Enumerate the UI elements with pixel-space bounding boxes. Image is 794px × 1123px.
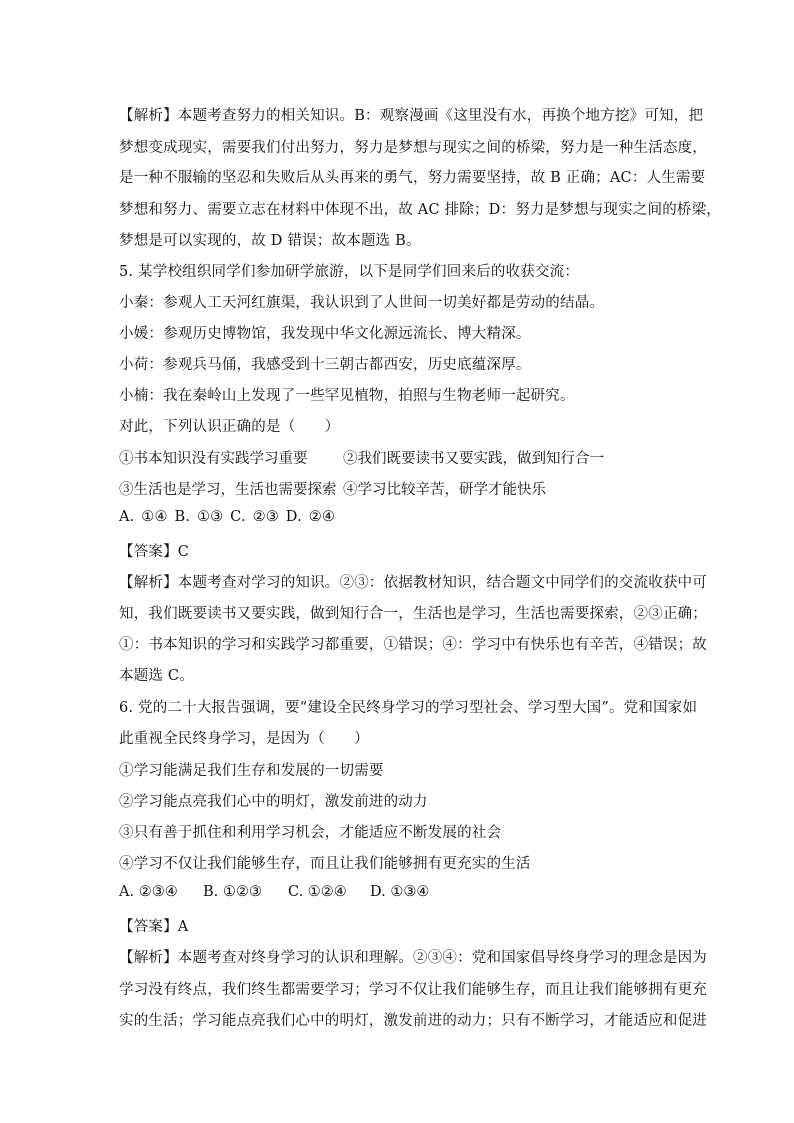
statement-item: ①学习能满足我们生存和发展的一切需要 bbox=[119, 763, 384, 779]
question-5-prompt: 对此，下列认识正确的是（ ） bbox=[119, 419, 340, 435]
choice-c: C. ①②④ bbox=[288, 884, 347, 900]
analysis-line: ①：书本知识的学习和实践学习都重要，①错误；④：学习中有快乐也有辛苦，④错误；故 bbox=[119, 637, 707, 653]
choice-a: A. ②③④ bbox=[119, 884, 178, 900]
question-6-answer: 【答案】A bbox=[119, 919, 189, 935]
statement-item: ②学习能点亮我们心中的明灯，激发前进的动力 bbox=[119, 794, 428, 810]
analysis-line: 本题选 C。 bbox=[119, 668, 194, 684]
analysis-line: 梦想变成现实，需要我们付出努力，努力是梦想与现实之间的桥梁，努力是一种生活态度， bbox=[119, 140, 707, 156]
statement-item: ③只有善于抓住和利用学习机会，才能适应不断发展的社会 bbox=[119, 825, 502, 841]
analysis-line: 【解析】本题考查对学习的知识。②③：依据教材知识，结合题文中同学们的交流收获中可 bbox=[119, 575, 707, 591]
dialog-line: 小秦：参观人工天河红旗渠，我认识到了人世间一切美好都是劳动的结晶。 bbox=[119, 295, 605, 311]
analysis-line: 梦想和努力、需要立志在材料中体现不出，故 AC 排除；D：努力是梦想与现实之间的桥梁， bbox=[119, 202, 722, 218]
analysis-line: 【解析】本题考查努力的相关知识。B：观察漫画《这里没有水，再换个地方挖》可知，把 bbox=[119, 108, 704, 124]
question-6-stem: 6. 党的二十大报告强调，要“建设全民终身学习的学习型社会、学习型大国”。党和国家如 bbox=[119, 700, 698, 716]
statement-item: ④学习比较辛苦，研学才能快乐 bbox=[343, 482, 546, 498]
question-5-stem: 5. 某学校组织同学们参加研学旅游，以下是同学们回来后的收获交流： bbox=[119, 264, 580, 280]
statement-item: ②我们既要读书又要实践，做到知行合一 bbox=[343, 451, 604, 467]
choice-b: B. ①②③ bbox=[203, 884, 262, 900]
statement-item: ①书本知识没有实践学习重要 bbox=[119, 451, 308, 467]
question-5-choices: A. ①④ B. ①③ C. ②③ D. ②④ bbox=[119, 509, 336, 525]
statement-item: ③生活也是学习，生活也需要探索 bbox=[119, 482, 337, 498]
question-6-stem: 此重视全民终身学习，是因为（ ） bbox=[119, 731, 369, 747]
analysis-line: 【解析】本题考查对终身学习的认识和理解。②③④：党和国家倡导终身学习的理念是因为 bbox=[119, 950, 707, 966]
statement-item: ④学习不仅让我们能够生存，而且让我们能够拥有更充实的生活 bbox=[119, 856, 531, 872]
analysis-line: 学习没有终点，我们终生都需要学习；学习不仅让我们能够生存，而且让我们能够拥有更充 bbox=[119, 982, 707, 998]
dialog-line: 小荷：参观兵马俑，我感受到十三朝古都西安，历史底蕴深厚。 bbox=[119, 357, 531, 373]
dialog-line: 小媛：参观历史博物馆，我发现中华文化源远流长、博大精深。 bbox=[119, 326, 531, 342]
dialog-line: 小楠：我在秦岭山上发现了一些罕见植物，拍照与生物老师一起研究。 bbox=[119, 388, 575, 404]
analysis-line: 梦想是可以实现的，故 D 错误；故本题选 B。 bbox=[119, 233, 421, 249]
question-5-answer: 【答案】C bbox=[119, 544, 190, 560]
analysis-line: 知，我们既要读书又要实践，做到知行合一，生活也是学习，生活也需要探索，②③正确； bbox=[119, 606, 707, 622]
choice-d: D. ①③④ bbox=[370, 884, 430, 900]
analysis-line: 实的生活；学习能点亮我们心中的明灯，激发前进的动力；只有不断学习，才能适应和促进 bbox=[119, 1013, 707, 1029]
analysis-line: 是一种不服输的坚忍和失败后从头再来的勇气，努力需要坚持，故 B 正确；AC：人生需要 bbox=[119, 170, 706, 186]
